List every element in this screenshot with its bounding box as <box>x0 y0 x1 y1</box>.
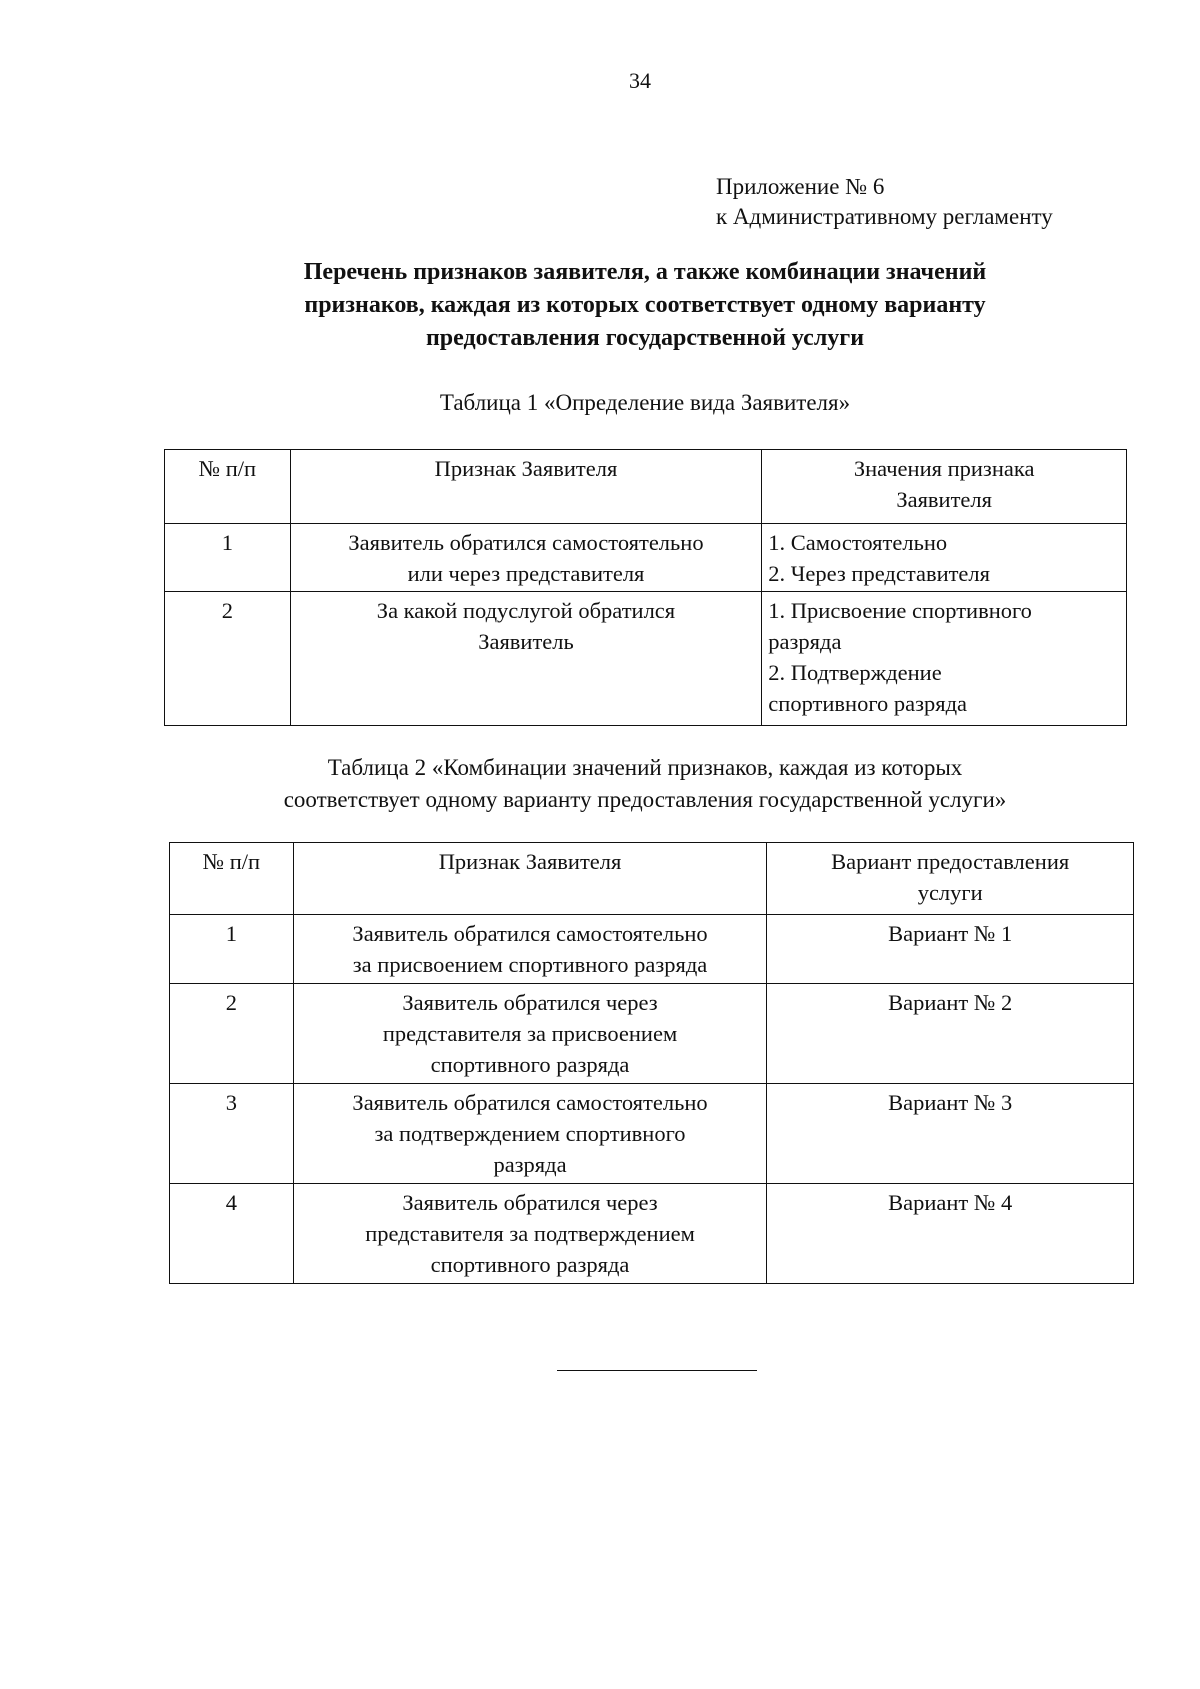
row-values <box>762 524 1127 592</box>
attribute-line: Заявитель обратился через <box>402 990 658 1015</box>
table2-variant-combinations <box>169 842 1134 1284</box>
title-line-3: предоставления государственной услуги <box>425 325 865 351</box>
row-num: 4 <box>170 1184 294 1284</box>
header-values <box>762 450 1127 524</box>
row-attribute <box>293 1084 767 1184</box>
row-attribute <box>293 915 767 984</box>
attribute-line: разряда <box>493 1152 567 1177</box>
header-variant <box>767 843 1134 915</box>
attribute-line: Заявитель <box>478 629 574 654</box>
table-row <box>170 984 1134 1084</box>
header-num: № п/п <box>170 843 294 915</box>
table2-caption-line-2: соответствует одному варианту предоставления государственной услуги» <box>283 787 1007 812</box>
value-line: 2. Через представителя <box>768 561 991 586</box>
row-attribute <box>293 1184 767 1284</box>
table-row <box>170 1184 1134 1284</box>
attribute-line: Заявитель обратился через <box>402 1190 658 1215</box>
attribute-line: Заявитель обратился самостоятельно <box>352 1090 708 1115</box>
value-line: 2. Подтверждение <box>768 660 942 685</box>
attribute-line: За какой подуслугой обратился <box>376 598 676 623</box>
value-line: спортивного разряда <box>768 691 968 716</box>
table-row <box>170 915 1134 984</box>
row-variant: Вариант № 2 <box>767 984 1134 1084</box>
appendix-line-1: Приложение № 6 <box>716 174 885 199</box>
value-line: 1. Присвоение спортивного <box>768 598 1032 623</box>
table1-applicant-type <box>164 449 1127 726</box>
row-num: 1 <box>165 524 291 592</box>
row-attribute <box>290 524 762 592</box>
value-line: разряда <box>768 629 842 654</box>
end-of-document-rule <box>557 1370 757 1371</box>
row-num: 3 <box>170 1084 294 1184</box>
header-num: № п/п <box>165 450 291 524</box>
header-variant-line-1: Вариант предоставления <box>831 849 1070 874</box>
header-attribute: Признак Заявителя <box>293 843 767 915</box>
title-line-1: Перечень признаков заявителя, а также комбинации значений <box>303 259 987 285</box>
row-variant: Вариант № 3 <box>767 1084 1134 1184</box>
header-attribute: Признак Заявителя <box>290 450 762 524</box>
attribute-line: Заявитель обратился самостоятельно <box>352 921 708 946</box>
attribute-line: за присвоением спортивного разряда <box>352 952 708 977</box>
attribute-line: представителя за подтверждением <box>365 1221 695 1246</box>
appendix-line-2: к Административному регламенту <box>716 204 1053 229</box>
row-attribute <box>290 592 762 726</box>
row-num: 2 <box>165 592 291 726</box>
table-row <box>165 592 1127 726</box>
attribute-line: спортивного разряда <box>430 1252 630 1277</box>
table2-caption-line-1: Таблица 2 «Комбинации значений признаков, каждая из которых <box>327 755 963 780</box>
header-values-line-2: Заявителя <box>896 487 992 512</box>
table-header-row <box>165 450 1127 524</box>
page-number: 34 <box>629 68 651 93</box>
table-header-row <box>170 843 1134 915</box>
table2-caption <box>160 752 1130 816</box>
document-title <box>160 256 1130 355</box>
appendix-reference <box>716 172 1053 232</box>
header-values-line-1: Значения признака <box>853 456 1035 481</box>
row-variant: Вариант № 1 <box>767 915 1134 984</box>
title-line-2: признаков, каждая из которых соответствует одному варианту <box>304 292 986 318</box>
table1-caption: Таблица 1 «Определение вида Заявителя» <box>439 390 851 415</box>
table-row <box>165 524 1127 592</box>
row-attribute <box>293 984 767 1084</box>
attribute-line: или через представителя <box>407 561 645 586</box>
table-row <box>170 1084 1134 1184</box>
attribute-line: за подтверждением спортивного <box>374 1121 686 1146</box>
header-variant-line-2: услуги <box>917 880 983 905</box>
row-variant: Вариант № 4 <box>767 1184 1134 1284</box>
row-num: 1 <box>170 915 294 984</box>
attribute-line: Заявитель обратился самостоятельно <box>348 530 704 555</box>
value-line: 1. Самостоятельно <box>768 530 948 555</box>
attribute-line: спортивного разряда <box>430 1052 630 1077</box>
row-values <box>762 592 1127 726</box>
attribute-line: представителя за присвоением <box>382 1021 678 1046</box>
row-num: 2 <box>170 984 294 1084</box>
